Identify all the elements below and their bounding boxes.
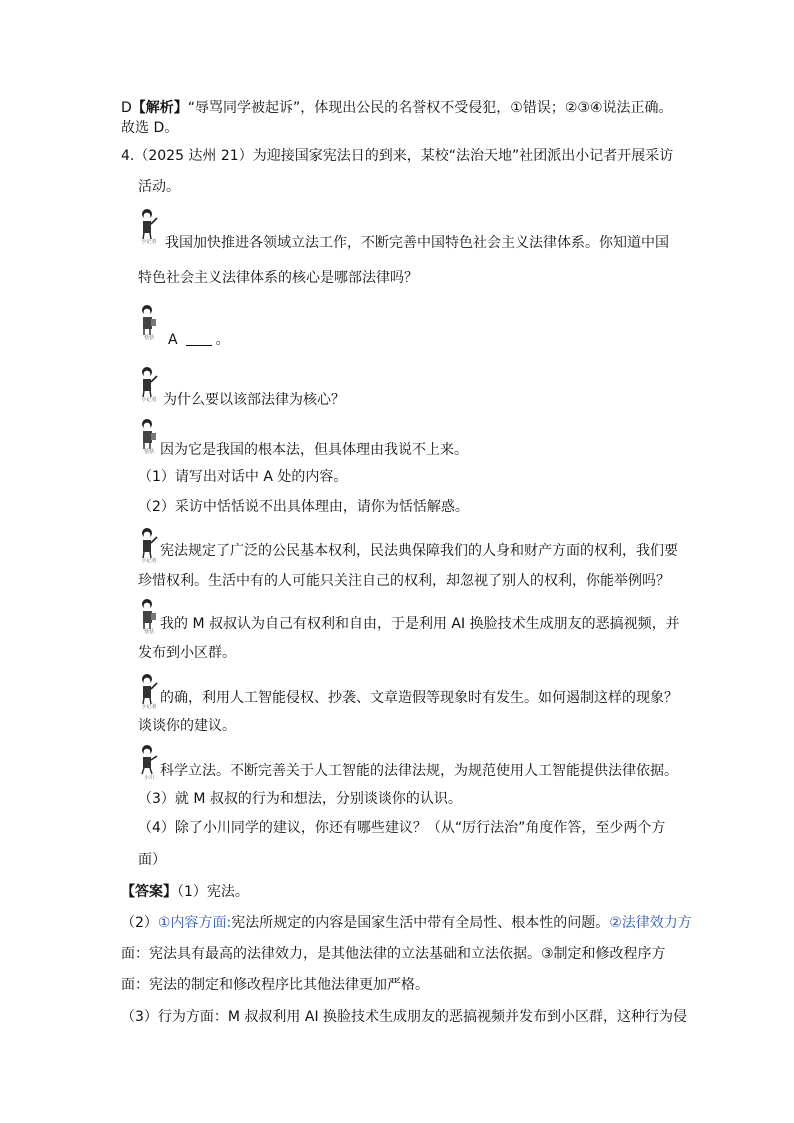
- reporter-avatar-icon: [138, 366, 160, 402]
- dialog-line: 宪法规定了广泛的公民基本权利，民法典保障我们的人身和财产方面的权利，我们要: [160, 543, 678, 559]
- answer-line-4: 面：宪法的制定和修改程序比其他法律更加严格。: [121, 977, 429, 993]
- analysis-line-1: [121, 98, 673, 118]
- dialog-line: 我的 M 叔叔认为自己有权利和自由，于是利用 AI 换脸技术生成朋友的恶搞视频，并: [160, 616, 680, 632]
- analysis-text: “辱骂同学被起诉”，体现出公民的名誉权不受侵犯，①错误；②③④说法正确。: [187, 100, 673, 116]
- dialog-line: 珍惜权利。生活中有的人可能只关注自己的权利，却忽视了别人的权利，你能举例吗？: [138, 573, 670, 589]
- reporter-avatar-icon: [138, 673, 160, 709]
- dialog-line: 谈谈你的建议。: [138, 718, 236, 734]
- student-avatar-icon: [138, 598, 160, 634]
- student-avatar-icon: [138, 744, 160, 780]
- sub-question-2: （2）采访中恬恬说不出具体理由，请你为恬恬解惑。: [138, 499, 469, 515]
- reporter-avatar-icon: [138, 527, 160, 563]
- speaker-caption: 小川: [143, 775, 154, 781]
- student-avatar-icon: [138, 304, 160, 340]
- answer-line-3: 面：宪法具有最高的法律效力，是其他法律的立法基础和立法依据。③制定和修改程序方: [121, 946, 666, 962]
- dialog-line: 科学立法。不断完善关于人工智能的法律法规，为规范使用人工智能提供法律依据。: [160, 763, 678, 779]
- speaker-caption: 恬恬: [143, 335, 154, 341]
- dialog-line: 我国加快推进各领域立法工作，不断完善中国特色社会主义法律体系。你知道中国: [165, 235, 669, 251]
- speaker-caption: 小记者: [141, 558, 157, 564]
- sub-question-3: （3）就 M 叔叔的行为和想法，分别谈谈你的认识。: [138, 791, 462, 807]
- speaker-caption: 小记者: [141, 704, 157, 710]
- answer-line-1: 【答案】（1）宪法。: [121, 884, 249, 900]
- sub-question-1: （1）请写出对话中 A 处的内容。: [138, 469, 348, 485]
- dialog-line: 发布到小区群。: [138, 645, 236, 661]
- dialog-line: 特色社会主义法律体系的核心是哪部法律吗？: [138, 270, 418, 286]
- sub-question-4-cont: 面）: [138, 852, 166, 868]
- speaker-caption: 小记者: [141, 397, 157, 403]
- question-4-stem-cont: 活动。: [138, 179, 180, 195]
- dialog-line: 为什么要以该部法律为核心？: [163, 392, 345, 408]
- answer-tag: 【答案】: [121, 884, 177, 900]
- speaker-caption: 恬恬: [143, 629, 154, 635]
- answer-letter: D: [121, 100, 132, 116]
- analysis-tag: 【解析】: [131, 100, 188, 116]
- sub-question-4: （4）除了小川同学的建议，你还有哪些建议？（从“厉行法治”角度作答，至少两个方: [138, 820, 666, 836]
- speaker-caption: 恬恬: [143, 449, 154, 455]
- dialog-line: 的确，利用人工智能侵权、抄袭、文章造假等现象时有发生。如何遏制这样的现象？: [160, 690, 678, 706]
- analysis-line-2: 故选 D。: [121, 120, 179, 136]
- dialog-line: A 。: [168, 332, 230, 348]
- dialog-line: 因为它是我国的根本法，但具体理由我说不上来。: [160, 442, 468, 458]
- reporter-avatar-icon: [138, 208, 160, 244]
- question-4-stem: 4.（2025 达州 21）为迎接国家宪法日的到来，某校“法治天地”社团派出小记者开展采访: [121, 148, 674, 164]
- student-avatar-icon: [138, 418, 160, 454]
- answer-blank: [186, 331, 212, 346]
- speaker-caption: 小记者: [141, 239, 157, 245]
- blank-label-a: A: [168, 332, 178, 348]
- answer-line-5: （3）行为方面：M 叔叔利用 AI 换脸技术生成朋友的恶搞视频并发布到小区群，这种行为侵: [121, 1009, 688, 1025]
- answer-highlight: ②法律效力方: [609, 915, 692, 931]
- answer-highlight: ①内容方面:: [157, 915, 232, 931]
- answer-line-2: （2）①内容方面:宪法所规定的内容是国家生活中带有全局性、根本性的问题。②法律效力方: [121, 915, 692, 931]
